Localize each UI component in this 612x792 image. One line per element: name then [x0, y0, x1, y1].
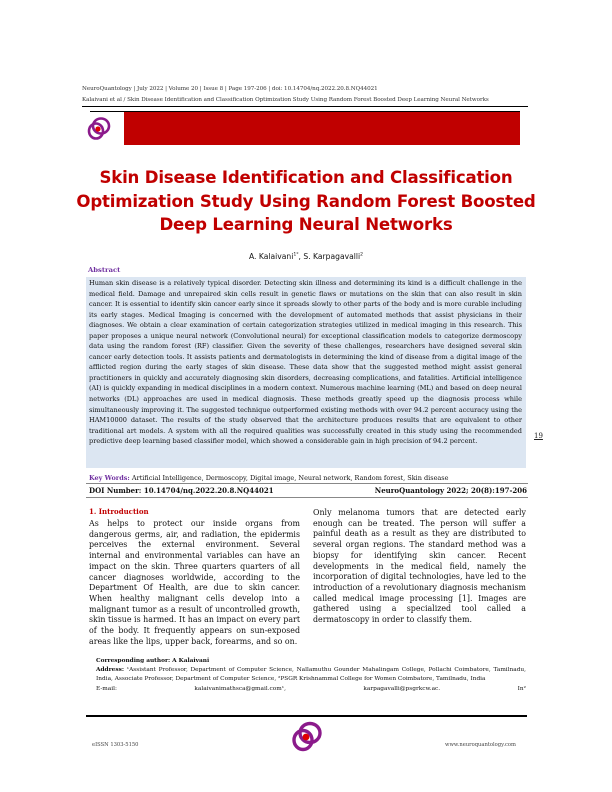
keywords-text: Artificial Intelligence, Dermoscopy, Digital image, Neural network, Random forest, Skin disease	[129, 474, 449, 482]
doi-row	[89, 486, 527, 495]
intro-column-1: As helps to protect our inside organs from dangerous germs, air, and radiation, the epidermis perceives the external environment. Several internal and environmental variables can have an impact on the skin. Three quarters quarters of all cancer diagnoses worldwide, according to the Department Of Health, are due to skin cancer. When healthy malignant cells develop into a malignant tumor as a result of uncontrolled growth, skin tissue is harmed. It has an impact on every part of the body. It frequently appears on sun-exposed areas like the lips, upper back, forearms, and so on.	[89, 519, 300, 646]
header-divider	[82, 106, 528, 107]
email-2: karpagavalli@psgrkcw.ac.	[363, 685, 441, 692]
title-line-3: Deep Learning Neural Networks	[159, 215, 453, 234]
email-row	[96, 685, 526, 694]
section-heading-introduction: 1. Introduction	[89, 507, 149, 516]
email-label: E-mail:	[96, 685, 117, 692]
author-2-affiliation: 2	[360, 252, 364, 258]
running-title: Kalaivani et al / Skin Disease Identification and Classification Optimization Study Using Random Forest Boosted Deep Learning Neural Networks	[82, 97, 489, 103]
address-text: ¹Assistant Professor, Department of Computer Science, Nallamuthu Gounder Mahalingam College, Pollachi Coimbatore, Tamilnadu, India, Associate Professor, Department of Computer Science, ²PSGR Krishnammal College for Women Coimbatore, Tamilnadu, India	[96, 667, 526, 683]
author-separator: ,	[298, 252, 304, 261]
title-line-1: Skin Disease Identification and Classification	[99, 168, 513, 187]
footer-divider	[86, 715, 527, 717]
address-label: Address:	[96, 667, 125, 674]
keywords	[89, 474, 529, 482]
intro-column-2: Only melanoma tumors that are detected early enough can be treated. The person will suffer a painful death as a result as they are distributed to several organ regions. The standard method was a biopsy for identifying skin cancer. Recent developments in the medical field, namely the incorporation of digital technologies, have led to the introduction of a revolutionary diagnosis mechanism called medical image processing [1]. Images are gathered using a specialized tool called a dermatoscopy in order to classify them.	[313, 508, 526, 625]
keywords-label: Key Words:	[89, 474, 130, 482]
journal-website: www.neuroquantology.com	[445, 742, 516, 748]
abstract-text: Human skin disease is a relatively typical disorder. Detecting skin illness and determining its kind is a difficult challenge in the medical field. Damage and unrepaired skin cells result in genetic flaws or mutations on the skin that can also result in skin cancer. It is essential to identify skin cancer early since it spreads slowly to other parts of the body and is more curable including its early stages. Medical Imaging is concerned with the development of automated methods that assist physicians in their diagnoses. We obtain a clear examination of certain categorization strategies utilized in medical imaging in this research. This paper proposes a unique neural network (Convolutional neural) for exceptional classification models to categorize dermoscopy data using the random forest (RF) classifier. Given the severity of these challenges, researchers have designed several skin cancer early detection tools. It assists patients and dermatologists in determining the kind of disease from a digital image of the afflicted region during the early stages of skin disease. These data show that the suggested method might assist general practitioners in quickly and accurately diagnosing skin disorders, decreasing complications, and fatalities. Artificial intelligence (AI) is quickly expanding in medical disciplines in a modern context. Numerous machine learning (ML) and based on deep neural networks (DL) approaches are used in medical diagnosis. These methods greatly speed up the diagnosis process while simultaneously improving it. The suggested technique outperformed existing methods with over 94.2 percent accuracy using the HAM10000 dataset. The results of the study observed that the architecture produces results that are equivalent to other traditional art models. A system with all the required qualities was successfully created in this study using the recommended predictive deep learning based classifier model, which showed a considerable gain in high precision of 94.2 percent.	[89, 279, 522, 446]
correspondence-block	[96, 657, 526, 694]
author-list	[0, 252, 612, 261]
author-1-affiliation: 1*	[293, 252, 299, 258]
journal-header-line: NeuroQuantology | July 2022 | Volume 20 | Issue 8 | Page 197-206 | doi: 10.14704/nq.2022.20.8.NQ44021	[82, 86, 378, 92]
citation: NeuroQuantology 2022; 20(8):197-206	[374, 486, 527, 495]
paper-title	[60, 166, 552, 237]
issn: eISSN 1303-5150	[92, 742, 139, 748]
email-3: In²	[517, 685, 526, 692]
keywords-divider	[86, 483, 528, 484]
header-banner	[124, 112, 520, 145]
page-number: 19	[534, 432, 543, 440]
doi-number: DOI Number: 10.14704/nq.2022.20.8.NQ44021	[89, 486, 274, 495]
title-line-2: Optimization Study Using Random Forest Boosted	[76, 191, 536, 211]
author-1: A. Kalaivani	[248, 252, 294, 261]
doi-divider	[86, 497, 528, 498]
abstract-heading: Abstract	[88, 266, 121, 274]
corresponding-author: Corresponding author: A Kalaivani	[96, 658, 210, 664]
journal-logo-icon	[86, 116, 112, 142]
footer-logo-icon	[290, 720, 324, 754]
email-1: kalaivanimathsca@gmail.com¹,	[194, 685, 286, 692]
author-2: S. Karpagavalli	[303, 252, 361, 261]
